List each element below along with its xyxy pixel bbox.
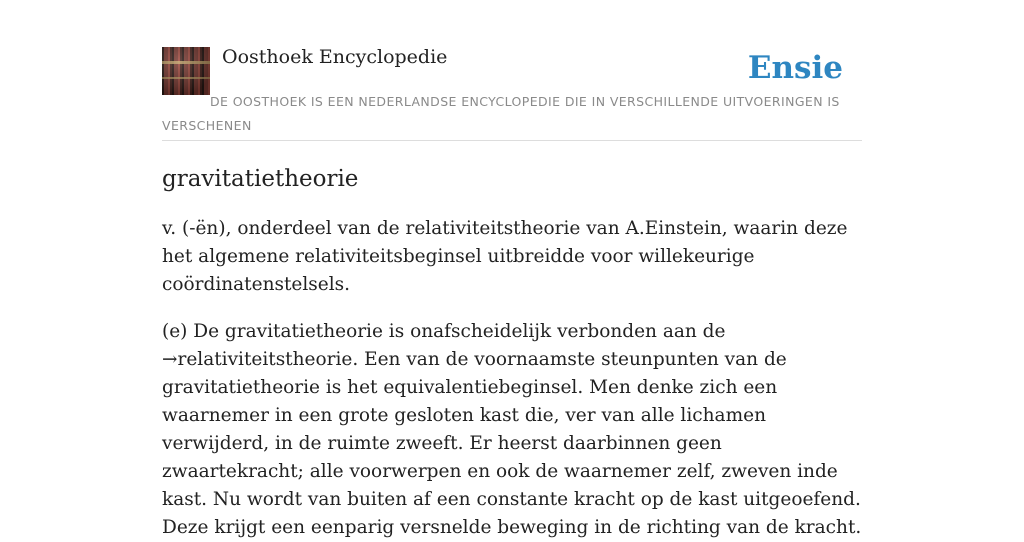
ensie-logo-link[interactable]: Ensie — [747, 50, 843, 86]
site-header — [162, 44, 862, 141]
site-tagline: DE OOSTHOEK IS EEN NEDERLANDSE ENCYCLOPEDIE DIE IN VERSCHILLENDE UITVOERINGEN IS VERSCHENEN — [162, 94, 840, 133]
article-title: gravitatietheorie — [162, 166, 359, 192]
definition-paragraph: v. (-ën), onderdeel van de relativiteitstheorie van A.Einstein, waarin deze het algemene relativiteitsbeginsel uitbreidde voor willekeurige coördinatenstelsels. — [162, 218, 848, 295]
article — [162, 160, 862, 542]
avatar-shading — [162, 47, 210, 95]
encyclopedia-books-avatar[interactable] — [162, 47, 210, 95]
site-title-link[interactable]: Oosthoek Encyclopedie — [222, 46, 448, 68]
explanation-paragraph: (e) De gravitatietheorie is onafscheidelijk verbonden aan de →relativiteitstheorie. Een van de voornaamste steunpunten van de gravitatietheorie is het equivalentiebeginsel. Men denke zich een waarnemer in een grote gesloten kast die, ver van alle lichamen verwijderd, in de ruimte zweeft. Er heerst daarbinnen geen zwaartekracht; alle voorwerpen en ook de waarnemer zelf, zweven inde kast. Nu wordt van buiten af een constante kracht op de kast uitgeoefend. Deze krijgt een eenparig versnelde beweging in de richting van de kracht. — [162, 321, 862, 538]
